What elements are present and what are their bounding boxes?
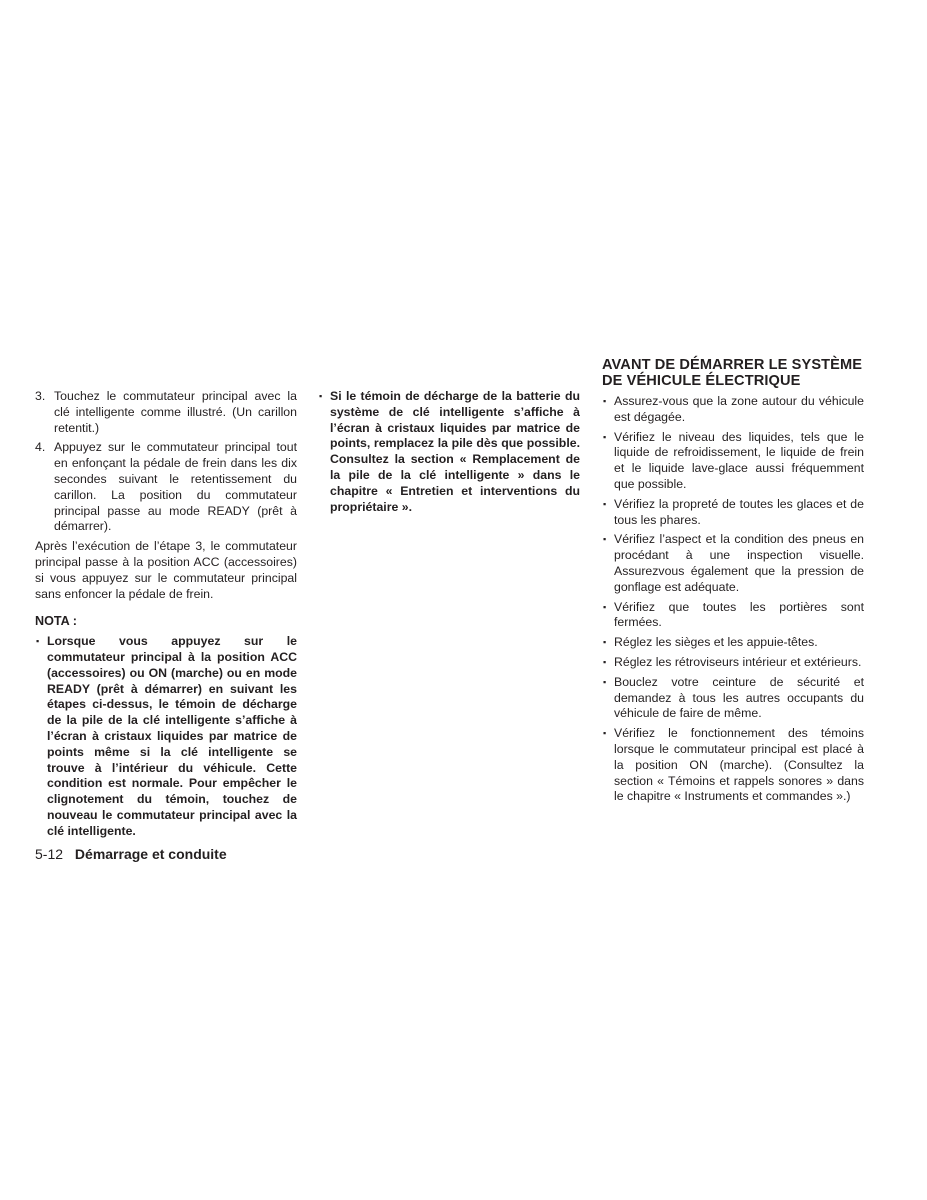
bullet-marker: ▪ (603, 601, 607, 612)
checklist-text: Assurez-vous que la zone autour du véhicule est dégagée. (614, 394, 864, 424)
chapter-title: Démarrage et conduite (74, 846, 227, 862)
nota-item (35, 634, 297, 839)
bullet-marker: ▪ (603, 728, 607, 739)
bullet-marker: ▪ (603, 534, 607, 545)
middle-column (318, 389, 580, 519)
bullet-marker: ▪ (603, 676, 607, 687)
checklist-item (602, 726, 864, 805)
note-text: Si le témoin de décharge de la batterie du système de clé intelligente s’affiche à l’écran à cristaux liquides par matrice de points, remplacez la pile dès que possible. Consultez la section « Remplacement de la pile de la clé intelligente » dans le chapitre « Entretien et interventions du propriétaire ». (330, 389, 580, 514)
section-title (602, 357, 864, 389)
checklist-text: Vérifiez l’aspect et la condition des pneus en procédant à une inspection visuelle. Assurezvous également que la pression de gonflage est adéquate. (614, 532, 864, 594)
checklist (602, 394, 864, 805)
checklist-item (602, 635, 864, 651)
bullet-marker: ▪ (603, 656, 607, 667)
step-list (35, 389, 297, 535)
step-text: Appuyez sur le commutateur principal tout en enfonçant la pédale de frein dans les dix secondes suivant le retentissement du carillon. La position du commutateur principal passe au mode READY (prêt à démarrer). (54, 440, 297, 534)
checklist-text: Vérifiez la propreté de toutes les glaces et de tous les phares. (614, 496, 864, 527)
section-title-line-1: AVANT DE DÉMARRER LE SYSTÈME (602, 357, 863, 373)
nota-heading: NOTA : (35, 614, 77, 629)
nota-text: Lorsque vous appuyez sur le commutateur principal à la position ACC (accessoires) ou ON (marche) ou en mode READY (prêt à démarrer) en suivant les étapes ci-dessus, le témoin de décharge de la pile de la clé intelligente s’affiche à l’écran à cristaux liquides par matrice de points même si la clé intelligente se trouve à l’intérieur du véhicule. Cette condition est normale. Pour empêcher le clignotement du témoin, touchez de nouveau le commutateur principal avec la clé intelligente. (47, 634, 297, 838)
page-number: 5-12 (35, 846, 64, 862)
checklist-text: Bouclez votre ceinture de sécurité et demandez à tous les autres occupants du véhicule de faire de même. (614, 674, 864, 721)
bullet-marker: ▪ (319, 391, 323, 401)
checklist-item (602, 600, 864, 632)
step-number: 3. (35, 389, 46, 403)
body-paragraph: Après l’exécution de l’étape 3, le commutateur principal passe à la position ACC (accessoires) si vous appuyez sur le commutateur principal sans enfoncer la pédale de frein. (35, 539, 297, 601)
step-item (35, 389, 297, 436)
checklist-text: Réglez les rétroviseurs intérieur et extérieurs. (614, 654, 862, 669)
checklist-text: Vérifiez le fonctionnement des témoins lorsque le commutateur principal est placé à la position ON (marche). (Consultez la section « Témoins et rappels sonores » dans le chapitre « Instruments et commandes ».) (614, 726, 864, 804)
checklist-item (602, 430, 864, 493)
checklist-item (602, 675, 864, 722)
left-column (35, 389, 297, 844)
checklist-item (602, 532, 864, 595)
checklist-text: Réglez les sièges et les appuie-têtes. (614, 635, 818, 650)
nota-list (35, 634, 297, 839)
note-list (318, 389, 580, 515)
step-item (35, 440, 297, 535)
note-item (318, 389, 580, 515)
bullet-marker: ▪ (603, 431, 607, 442)
bullet-marker: ▪ (603, 498, 607, 509)
page-footer (35, 846, 227, 862)
bullet-marker: ▪ (603, 637, 607, 648)
checklist-text: Vérifiez que toutes les portières sont fermées. (614, 599, 864, 630)
step-text: Touchez le commutateur principal avec la clé intelligente comme illustré. (Un carillon retentit.) (54, 389, 297, 435)
checklist-item (602, 655, 864, 671)
checklist-text: Vérifiez le niveau des liquides, tels que le liquide de refroidissement, le liquide de frein et le liquide lave-glace aussi fréquemment que possible. (614, 429, 864, 491)
right-column (602, 357, 864, 809)
checklist-item (602, 394, 864, 426)
step-number: 4. (35, 440, 46, 455)
checklist-item (602, 497, 864, 529)
section-title-line-2: DE VÉHICULE ÉLECTRIQUE (602, 373, 801, 389)
bullet-marker: ▪ (603, 396, 607, 406)
bullet-marker: ▪ (36, 636, 40, 647)
